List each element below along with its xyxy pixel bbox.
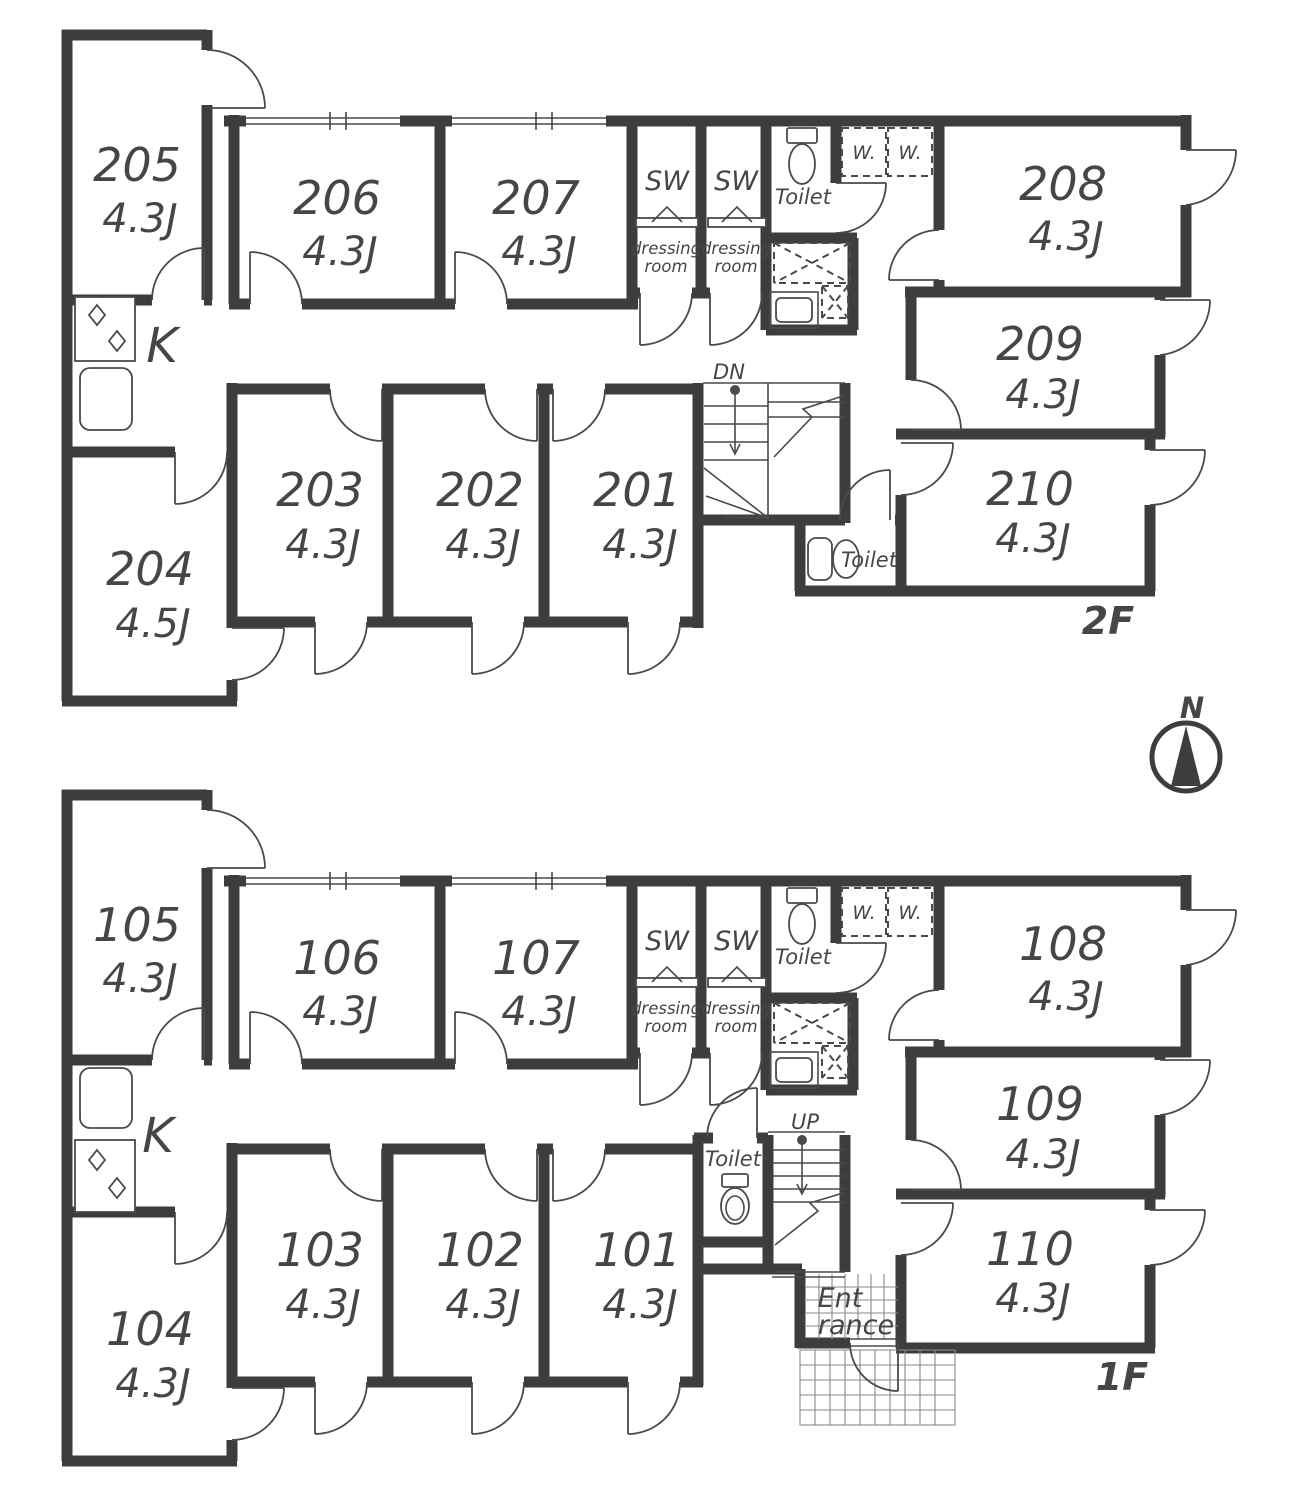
stove xyxy=(75,1140,135,1212)
room-108-size: 4.3J xyxy=(1028,974,1104,1020)
window-106 xyxy=(246,875,400,887)
sw1-shelf xyxy=(636,218,698,227)
room-205-number: 205 xyxy=(93,138,181,192)
dressing2-line2-2f: room xyxy=(714,257,758,276)
sw1-label-2f: SW xyxy=(645,166,689,197)
toilet-upper-label-2f: Toilet xyxy=(775,185,831,209)
stairs-dn-marker xyxy=(730,385,740,395)
kitchen-sink xyxy=(80,1068,132,1128)
room-109-number: 109 xyxy=(996,1077,1084,1131)
room-207-number: 207 xyxy=(492,171,580,225)
dressing2-line1-1f: dressing xyxy=(700,999,772,1018)
room-210-number: 210 xyxy=(986,462,1074,516)
stairs-up-marker xyxy=(797,1135,807,1145)
toilet-bowl-icon xyxy=(721,1188,749,1224)
room-103-size: 4.3J xyxy=(285,1282,361,1328)
room-105-number: 105 xyxy=(93,898,181,952)
sw2-label-2f: SW xyxy=(714,166,758,197)
sw2-shelf xyxy=(708,978,766,987)
room-106-size: 4.3J xyxy=(302,989,378,1035)
room-203-number: 203 xyxy=(276,463,364,517)
toilet-side-tank-icon xyxy=(808,538,832,580)
dressing1-line1-1f: dressing xyxy=(630,999,702,1018)
washer2-label-2f: W. xyxy=(898,142,922,164)
kitchen-sink xyxy=(80,368,132,430)
toilet-stairs-label-1f: Toilet xyxy=(705,1147,761,1171)
dressing2-line1-2f: dressing xyxy=(700,239,772,258)
sw2-label-1f: SW xyxy=(714,926,758,957)
room-209-number: 209 xyxy=(996,317,1084,371)
stairs-up-label: UP xyxy=(790,1110,820,1134)
room-107-number: 107 xyxy=(492,931,580,985)
washstand-basin-icon xyxy=(776,298,812,322)
window-107 xyxy=(452,875,606,887)
toilet-bowl-icon xyxy=(789,144,815,184)
room-107-size: 4.3J xyxy=(501,989,577,1035)
room-208-size: 4.3J xyxy=(1028,214,1104,260)
washstand-basin-icon xyxy=(776,1058,812,1082)
room-205-size: 4.3J xyxy=(102,196,178,242)
dressing1-line2-1f: room xyxy=(644,1017,688,1036)
stove xyxy=(75,297,135,361)
toilet-bowl-icon xyxy=(789,904,815,944)
room-104-number: 104 xyxy=(106,1302,194,1356)
floor-label-2f: 2F xyxy=(1081,599,1135,643)
sw2-shelf xyxy=(708,218,766,227)
entrance-line1: Ent xyxy=(817,1283,863,1314)
room-206-number: 206 xyxy=(293,171,381,225)
toilet-upper-label-1f: Toilet xyxy=(775,945,831,969)
room-110-size: 4.3J xyxy=(995,1276,1071,1322)
window-207 xyxy=(452,115,606,127)
toilet-upper-1f xyxy=(787,888,817,944)
room-202-number: 202 xyxy=(436,463,524,517)
toilet-tank-icon xyxy=(787,888,817,903)
sw1-label-1f: SW xyxy=(645,926,689,957)
room-109-size: 4.3J xyxy=(1005,1132,1081,1178)
toilet-tank-icon xyxy=(722,1174,748,1187)
room-207-size: 4.3J xyxy=(501,229,577,275)
dressing1-line1-2f: dressing xyxy=(630,239,702,258)
toilet-upper-2f xyxy=(787,128,817,184)
floor-label-1f: 1F xyxy=(1095,1355,1149,1399)
room-202-size: 4.3J xyxy=(445,522,521,568)
room-103-number: 103 xyxy=(276,1223,364,1277)
sw1-shelf xyxy=(636,978,698,987)
stairs-dn-label: DN xyxy=(713,360,745,384)
room-209-size: 4.3J xyxy=(1005,372,1081,418)
washer1-label-2f: W. xyxy=(852,142,876,164)
room-102-number: 102 xyxy=(436,1223,524,1277)
dressing2-line2-1f: room xyxy=(714,1017,758,1036)
room-203-size: 4.3J xyxy=(285,522,361,568)
washer1-label-1f: W. xyxy=(852,902,876,924)
room-101-size: 4.3J xyxy=(602,1282,678,1328)
room-105-size: 4.3J xyxy=(102,956,178,1002)
room-204-number: 204 xyxy=(106,542,194,596)
room-110-number: 110 xyxy=(986,1222,1074,1276)
kitchen-label-1f: K xyxy=(142,1108,174,1164)
room-102-size: 4.3J xyxy=(445,1282,521,1328)
kitchen-1f xyxy=(75,1068,135,1212)
room-101-number: 101 xyxy=(593,1223,681,1277)
room-106-number: 106 xyxy=(293,931,381,985)
room-210-size: 4.3J xyxy=(995,516,1071,562)
toilet-tank-icon xyxy=(787,128,817,143)
compass-north-label: N xyxy=(1179,691,1205,725)
toilet-lower-label-2f: Toilet xyxy=(841,548,897,572)
room-104-size: 4.3J xyxy=(115,1361,191,1407)
entrance-line2: rance xyxy=(817,1310,895,1341)
dressing1-line2-2f: room xyxy=(644,257,688,276)
window-206 xyxy=(246,115,400,127)
toilet-stairs-1f xyxy=(721,1174,749,1224)
room-201-number: 201 xyxy=(593,463,681,517)
washer2-label-1f: W. xyxy=(898,902,922,924)
room-208-number: 208 xyxy=(1019,157,1107,211)
room-204-size: 4.5J xyxy=(115,601,191,647)
kitchen-label-2f: K xyxy=(146,318,178,374)
room-108-number: 108 xyxy=(1019,917,1107,971)
room-201-size: 4.3J xyxy=(602,522,678,568)
room-206-size: 4.3J xyxy=(302,229,378,275)
